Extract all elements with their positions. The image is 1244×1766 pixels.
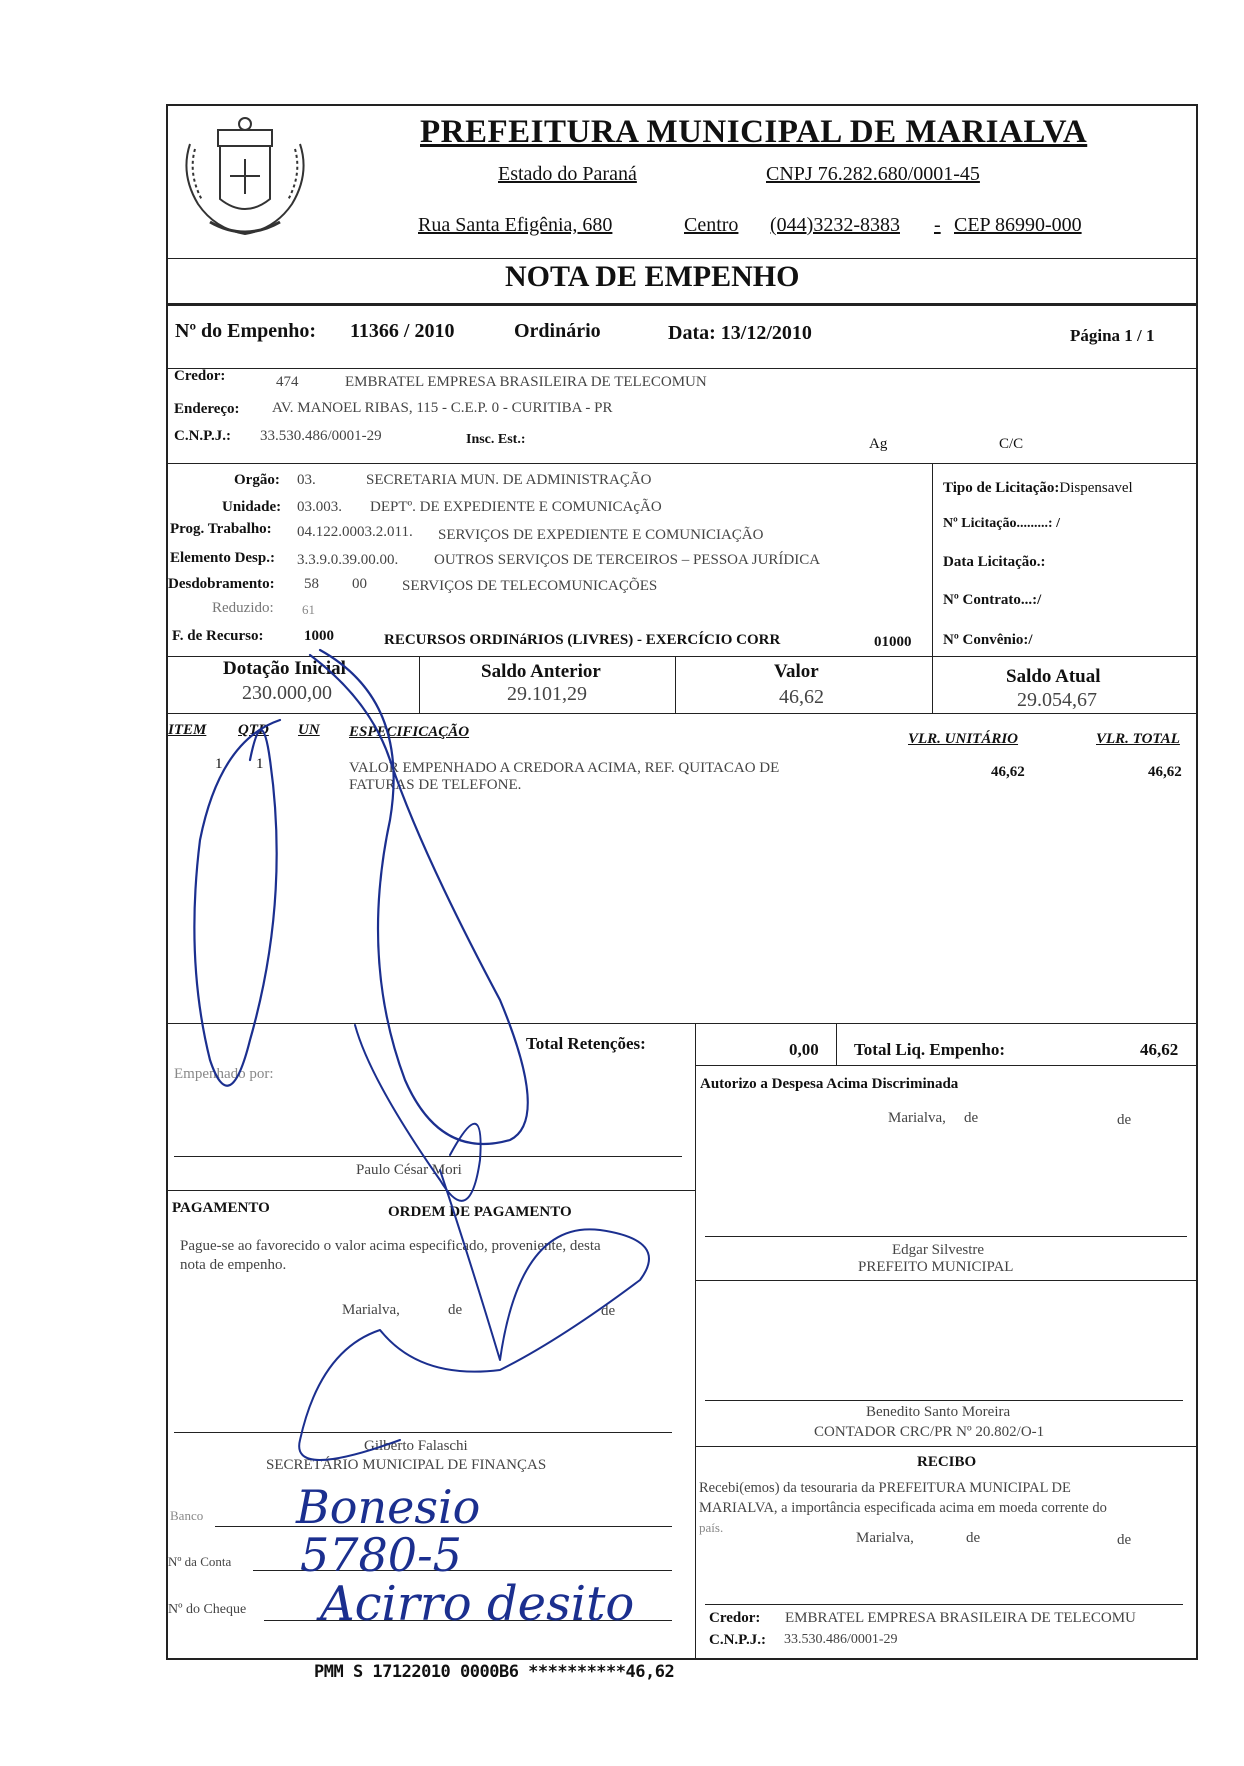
- licitacao-tipo-label: Tipo de Licitação:: [943, 480, 1060, 496]
- unidade-code: 03.003.: [297, 499, 342, 515]
- secretario-name: Gilberto Falaschi: [364, 1438, 468, 1454]
- unidade-desc: DEPTº. DE EXPEDIENTE E COMUNICAçÃO: [370, 499, 662, 515]
- banco-label: Banco: [170, 1508, 204, 1523]
- recibo-title: RECIBO: [917, 1454, 977, 1470]
- pagamento-text1: Pague-se ao favorecido o valor acima especificado, proveniente, desta: [180, 1238, 601, 1254]
- desd-code: 58: [304, 576, 319, 592]
- orgao-label: Orgão:: [234, 472, 280, 488]
- prefeito-name: Edgar Silvestre: [892, 1242, 985, 1258]
- col-unit: VLR. UNITÁRIO: [908, 731, 1019, 747]
- page-number: Página 1 / 1: [1070, 326, 1155, 345]
- credor-label: Credor:: [174, 368, 226, 384]
- col-qtd: QTD: [238, 722, 269, 738]
- row-total: 46,62: [1148, 764, 1182, 780]
- liq-empenho-label: Total Liq. Empenho:: [854, 1040, 1005, 1059]
- empenhado-name: Paulo César Mori: [356, 1162, 462, 1178]
- autorizo-city: Marialva,: [888, 1110, 946, 1126]
- licitacao-contrato: Nº Contrato...:/: [943, 592, 1042, 608]
- org-district: Centro: [684, 214, 739, 236]
- empenho-num-label: Nº do Empenho:: [175, 320, 317, 342]
- recibo-text2: MARIALVA, a importância especificada acima em moeda corrente do: [699, 1500, 1107, 1516]
- elem-desc: OUTROS SERVIÇOS DE TERCEIROS – PESSOA JURÍDICA: [434, 552, 821, 568]
- pagamento-de2: de: [601, 1303, 616, 1319]
- liq-empenho-value: 46,62: [1140, 1040, 1179, 1059]
- handwritten-cheque: Acirro desito: [320, 1576, 635, 1632]
- pagamento-title: PAGAMENTO: [172, 1200, 270, 1216]
- licitacao-tipo-value: Dispensavel: [1059, 480, 1133, 496]
- dotacao-label: Dotação Inicial: [223, 658, 346, 679]
- recibo-cnpj: 33.530.486/0001-29: [784, 1632, 898, 1647]
- saldo-atual-label: Saldo Atual: [1006, 666, 1101, 687]
- col-total: VLR. TOTAL: [1096, 731, 1180, 747]
- pagamento-city: Marialva,: [342, 1302, 400, 1318]
- prog-code: 04.122.0003.2.011.: [297, 524, 413, 540]
- valor-label: Valor: [774, 661, 819, 682]
- row-desc-line1: VALOR EMPENHADO A CREDORA ACIMA, REF. QUITACAO DE: [349, 760, 780, 776]
- licitacao-tipo: [943, 480, 1133, 497]
- address-label: Endereço:: [174, 401, 240, 417]
- retencoes-value: 0,00: [789, 1040, 819, 1059]
- prefeito-role: PREFEITO MUNICIPAL: [858, 1259, 1014, 1275]
- recibo-cnpj-label: C.N.P.J.:: [709, 1632, 766, 1648]
- org-street: Rua Santa Efigênia, 680: [418, 214, 613, 236]
- prog-desc: SERVIÇOS DE EXPEDIENTE E COMUNICIAÇÃO: [438, 527, 764, 543]
- recurso-num: 01000: [874, 634, 912, 650]
- cnpj-label: C.N.P.J.:: [174, 428, 231, 444]
- empenhado-label: Empenhado por:: [174, 1066, 274, 1082]
- empenho-num-value: 11366 / 2010: [350, 320, 455, 342]
- saldo-anterior-value: 29.101,29: [507, 683, 587, 705]
- contador-name: Benedito Santo Moreira: [866, 1404, 1011, 1420]
- prog-label: Prog. Trabalho:: [170, 521, 272, 537]
- orgao-desc: SECRETARIA MUN. DE ADMINISTRAÇÃO: [366, 472, 652, 488]
- autorizo-de2: de: [1117, 1112, 1132, 1128]
- recibo-text3: país.: [699, 1520, 724, 1535]
- org-title: PREFEITURA MUNICIPAL DE MARIALVA: [420, 114, 1088, 150]
- credor-cnpj: 33.530.486/0001-29: [260, 428, 382, 444]
- credor-address: AV. MANOEL RIBAS, 115 - C.E.P. 0 - CURITIBA - PR: [272, 400, 613, 416]
- row-desc-line2: FATURAS DE TELEFONE.: [349, 777, 522, 793]
- pagamento-de1: de: [448, 1302, 463, 1318]
- col-un: UN: [298, 722, 320, 738]
- recurso-desc: RECURSOS ORDINáRIOS (LIVRES) - EXERCÍCIO CORR: [384, 632, 781, 648]
- autorizo-label: Autorizo a Despesa Acima Discriminada: [700, 1076, 959, 1092]
- autorizo-de1: de: [964, 1110, 979, 1126]
- recurso-code: 1000: [304, 628, 334, 644]
- state-name: Estado do Paraná: [498, 163, 637, 185]
- coat-of-arms-logo: [170, 104, 320, 244]
- retencoes-label: Total Retenções:: [526, 1034, 646, 1053]
- valor-value: 46,62: [779, 686, 824, 708]
- row-unit: 46,62: [991, 764, 1025, 780]
- empenho-type: Ordinário: [514, 320, 601, 342]
- empenho-date: Data: 13/12/2010: [668, 322, 812, 344]
- recurso-label: F. de Recurso:: [172, 628, 264, 644]
- handwritten-conta: 5780-5: [300, 1528, 462, 1582]
- row-qtd: 1: [256, 756, 264, 772]
- desd-label: Desdobramento:: [168, 576, 275, 592]
- org-dash: -: [934, 214, 941, 236]
- org-cep: CEP 86990-000: [954, 214, 1082, 236]
- orgao-code: 03.: [297, 472, 316, 488]
- licitacao-data: Data Licitação.:: [943, 554, 1046, 570]
- doc-title: NOTA DE EMPENHO: [505, 260, 800, 293]
- licitacao-num: Nº Licitação.........: /: [943, 516, 1060, 531]
- saldo-anterior-label: Saldo Anterior: [481, 661, 601, 682]
- insc-label: Insc. Est.:: [466, 432, 526, 447]
- reduzido-label: Reduzido:: [212, 600, 274, 616]
- credor-name: EMBRATEL EMPRESA BRASILEIRA DE TELECOMUN: [345, 374, 707, 390]
- cheque-label: Nº do Cheque: [168, 1602, 247, 1617]
- col-item: ITEM: [168, 722, 207, 738]
- contador-role: CONTADOR CRC/PR Nº 20.802/O-1: [814, 1424, 1045, 1440]
- recibo-credor-label: Credor:: [709, 1610, 761, 1626]
- elem-code: 3.3.9.0.39.00.00.: [297, 552, 399, 568]
- pagamento-text2: nota de empenho.: [180, 1257, 287, 1273]
- saldo-atual-value: 29.054,67: [1017, 689, 1097, 711]
- recibo-de1: de: [966, 1530, 981, 1546]
- desd-sub: 00: [352, 576, 367, 592]
- recibo-credor-name: EMBRATEL EMPRESA BRASILEIRA DE TELECOMU: [785, 1610, 1136, 1626]
- reduzido-value: 61: [302, 602, 315, 617]
- secretario-role: SECRETÁRIO MUNICIPAL DE FINANÇAS: [266, 1457, 547, 1473]
- handwritten-banco: Bonesio: [296, 1480, 481, 1534]
- org-phone: (044)3232-8383: [770, 214, 900, 236]
- conta-label: Nº da Conta: [168, 1554, 232, 1569]
- recibo-city: Marialva,: [856, 1530, 914, 1546]
- elem-label: Elemento Desp.:: [170, 550, 275, 566]
- licitacao-convenio: Nº Convênio:/: [943, 632, 1033, 648]
- ag-label: Ag: [869, 436, 888, 452]
- recibo-text1: Recebi(emos) da tesouraria da PREFEITURA MUNICIPAL DE: [699, 1480, 1071, 1496]
- desd-desc: SERVIÇOS DE TELECOMUNICAÇÕES: [402, 578, 658, 594]
- credor-code: 474: [276, 374, 299, 390]
- org-cnpj: CNPJ 76.282.680/0001-45: [766, 163, 980, 185]
- col-espec: ESPECIFICAÇÃO: [349, 724, 470, 740]
- ordem-pagamento: ORDEM DE PAGAMENTO: [388, 1204, 572, 1220]
- row-item: 1: [215, 756, 223, 772]
- dotacao-value: 230.000,00: [242, 682, 332, 704]
- recibo-de2: de: [1117, 1532, 1132, 1548]
- unidade-label: Unidade:: [222, 499, 282, 515]
- cc-label: C/C: [999, 436, 1024, 452]
- payment-stamp: PMM S 17122010 0000B6 **********46,62: [314, 1662, 675, 1682]
